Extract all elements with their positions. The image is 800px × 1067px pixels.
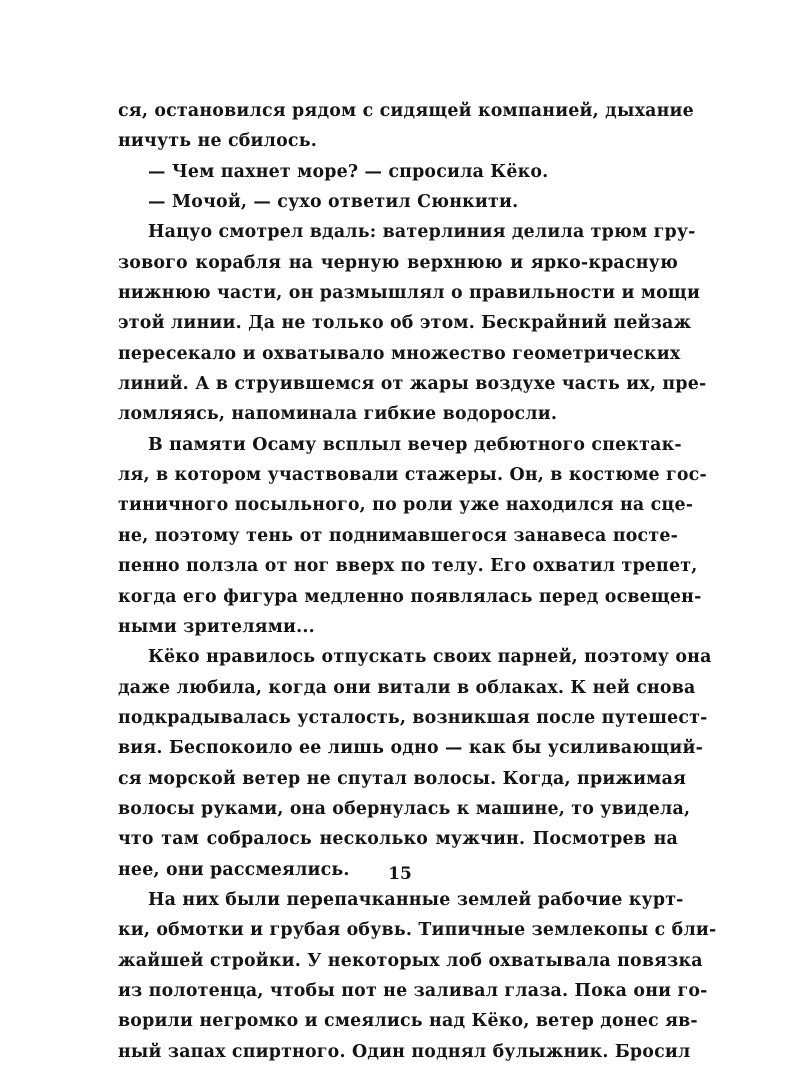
- text-line: зового корабля на черную верхнюю и ярко-красную: [118, 252, 678, 273]
- text-line: линий. А в струившемся от жары воздухе часть их, пре-: [118, 374, 707, 395]
- text-line: ломляясь, напоминала гибкие водоросли.: [118, 404, 558, 425]
- text-line: когда его фигура медленно появлялась перед освещен-: [118, 586, 702, 607]
- text-line: ворили негромко и смеялись над Кёко, ветер донес яв-: [118, 1011, 698, 1032]
- text-line: из полотенца, чтобы пот не заливал глаза. Пока они го-: [118, 980, 708, 1001]
- text-line: нее, они рассмеялись.: [118, 859, 350, 880]
- text-line: тиничного посыльного, по роли уже находился на сце-: [118, 495, 694, 516]
- text-line: В памяти Осаму всплыл вечер дебютного спектак-: [148, 434, 682, 455]
- text-line: пересекало и охватывало множество геометрических: [118, 343, 681, 364]
- text-line: вия. Беспокоило ее лишь одно — как бы усиливающий-: [118, 738, 703, 759]
- text-line: нижнюю части, он размышлял о правильности и мощи: [118, 283, 701, 304]
- text-line: ля, в котором участвовали стажеры. Он, в костюме гос-: [118, 465, 707, 486]
- text-line: ными зрителями...: [118, 616, 315, 637]
- text-line: даже любила, когда они витали в облаках. К ней снова: [118, 677, 696, 698]
- text-line: ся морской ветер не спутал волосы. Когда, прижимая: [118, 768, 687, 789]
- text-line: ничуть не сбилось.: [118, 131, 317, 152]
- text-line: жайшей стройки. У некоторых лоб охватывала повязка: [118, 950, 703, 971]
- text-line: Кёко нравилось отпускать своих парней, поэтому она: [148, 647, 712, 668]
- text-line: пенно ползла от ног вверх по телу. Его охватил трепет,: [118, 556, 698, 577]
- text-line: подкрадывалась усталость, возникшая после путешест-: [118, 707, 708, 728]
- text-line: этой линии. Да не только об этом. Бескрайний пейзаж: [118, 313, 692, 334]
- text-line: На них были перепачканные землей рабочие курт-: [148, 889, 684, 910]
- text-line: Нацуо смотрел вдаль: ватерлиния делила трюм гру-: [148, 222, 696, 243]
- text-line: ся, остановился рядом с сидящей компанией, дыхание: [118, 101, 694, 121]
- page-number: 15: [388, 864, 412, 884]
- text-line: ки, обмотки и грубая обувь. Типичные землекопы с бли-: [118, 920, 717, 941]
- text-line: что там собралось несколько мужчин. Посмотрев на: [118, 829, 678, 850]
- text-line: волосы руками, она обернулась к машине, то увидела,: [118, 798, 691, 819]
- text-line: — Чем пахнет море? — спросила Кёко.: [148, 161, 549, 182]
- body-text: [118, 96, 717, 1067]
- text-line: не, поэтому тень от поднимавшегося занавеса посте-: [118, 525, 678, 546]
- text-line: — Мочой, — сухо ответил Сюнкити.: [148, 192, 519, 213]
- text-line: ный запах спиртного. Один поднял булыжник. Бросил: [118, 1041, 691, 1062]
